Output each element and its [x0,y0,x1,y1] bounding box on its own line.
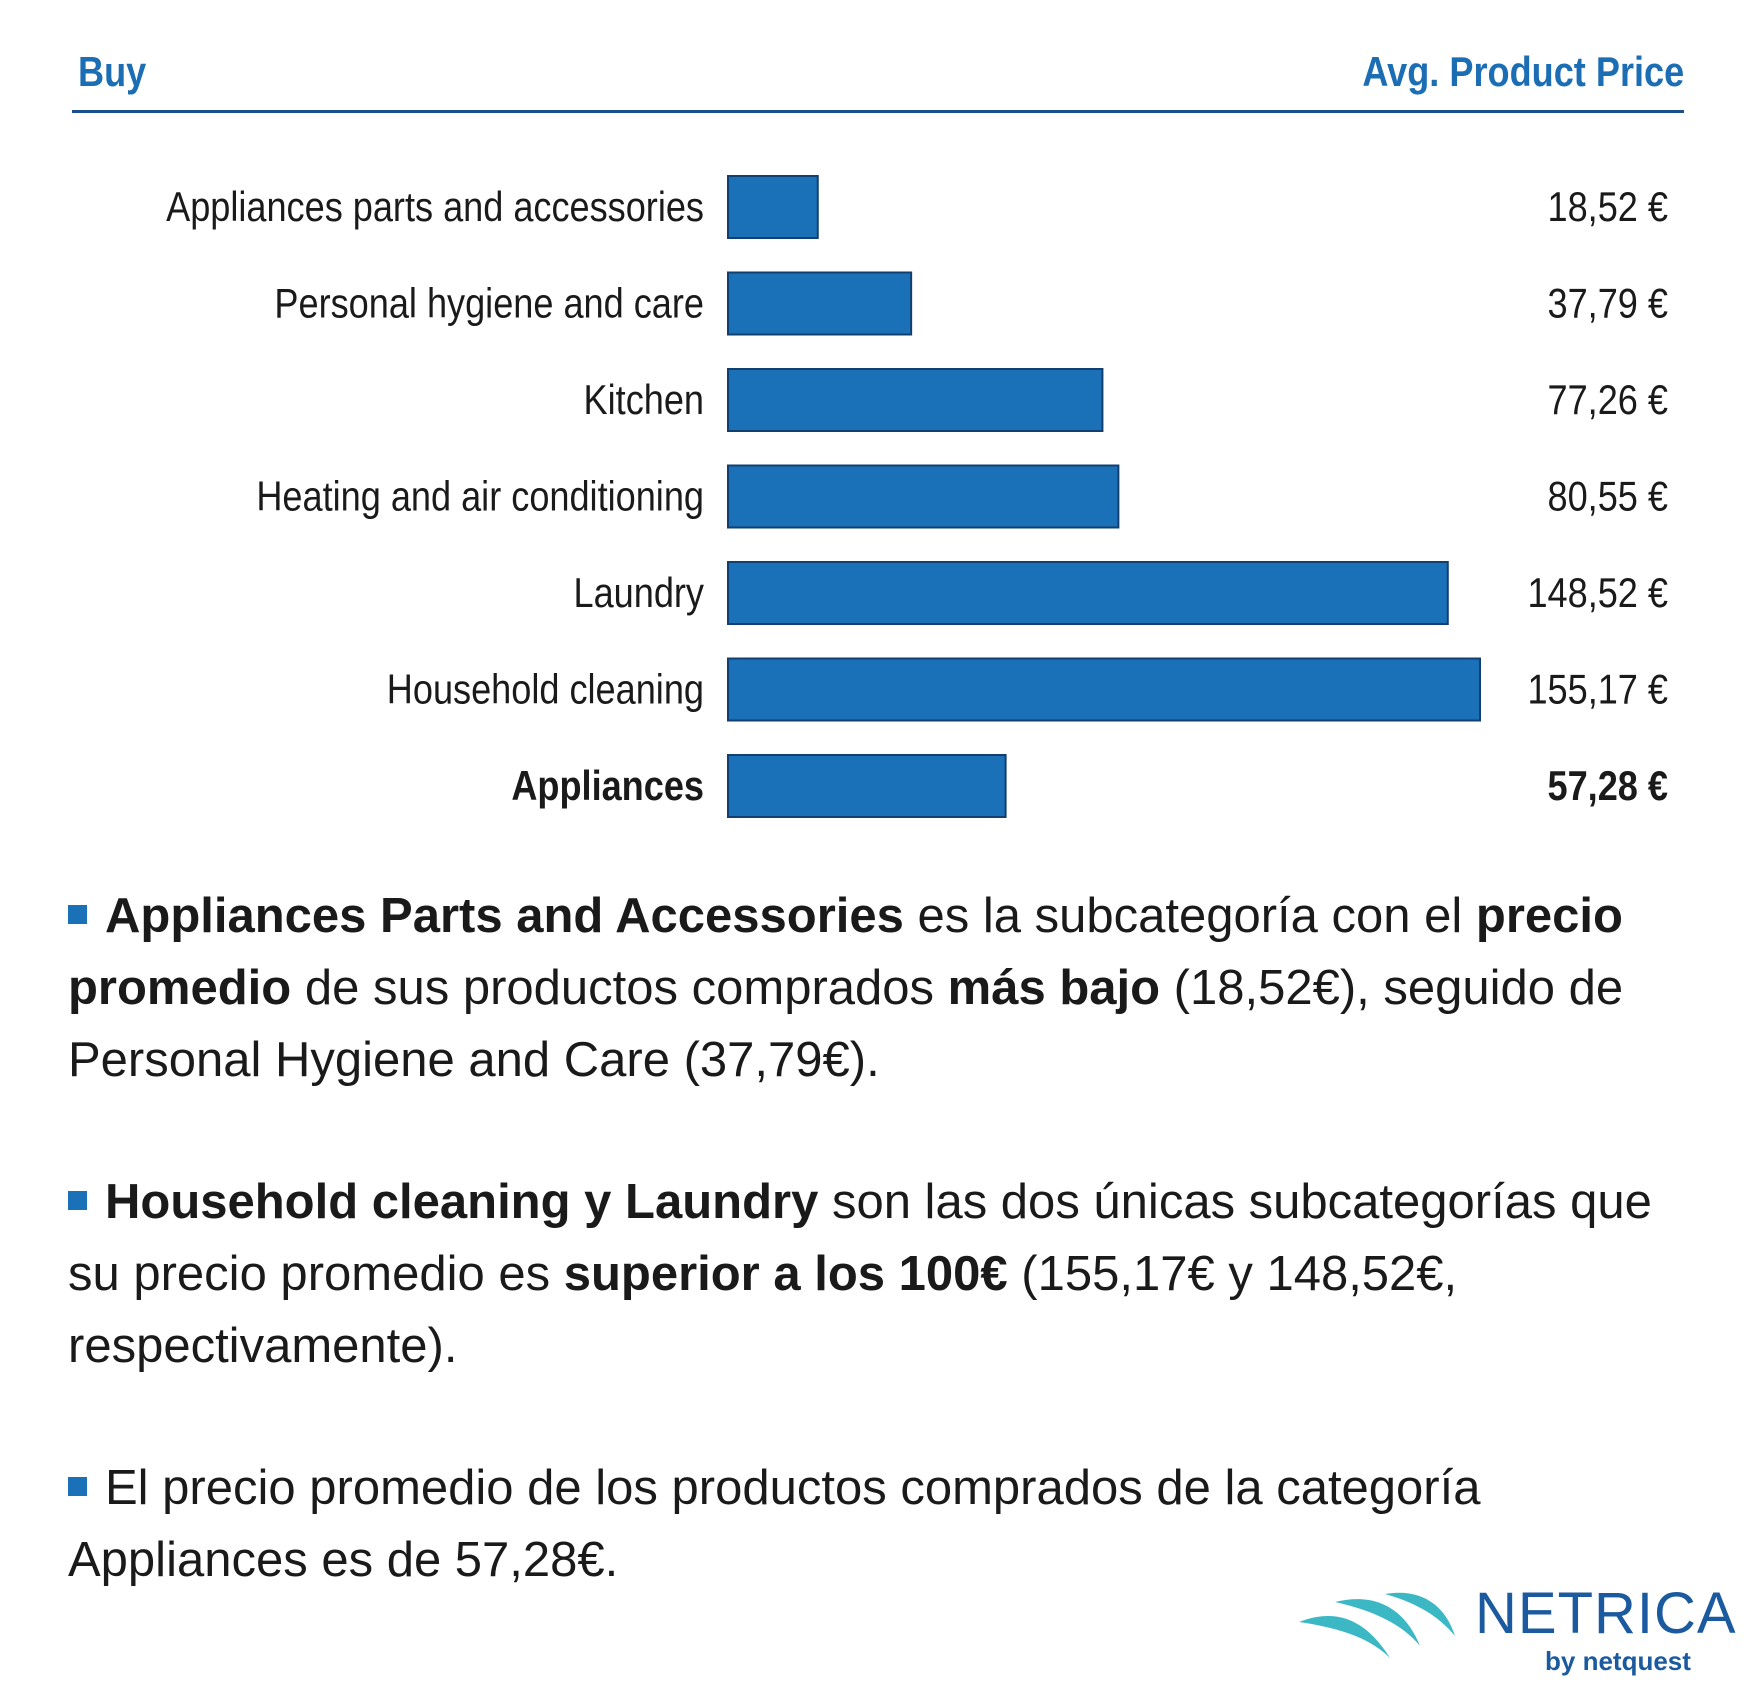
logo-tagline: by netquest [1545,1646,1691,1676]
note-text-run: Household cleaning y Laundry [105,1175,819,1229]
insight-notes [68,880,1708,1666]
note-text-run: (18,52€), seguido de Personal Hygiene and Care (37,79€). [68,961,1624,1087]
value-label-0: 18,52 € [1547,184,1668,231]
value-label-6: 57,28 € [1547,763,1668,810]
category-label-3: Heating and air conditioning [256,474,704,521]
note-1 [68,880,1708,1096]
bar-2 [728,369,1102,431]
note-3 [68,1452,1708,1596]
bar-0 [728,176,818,238]
note-text-run: Appliances Parts and Accessories [105,889,904,943]
value-label-3: 80,55 € [1547,474,1668,521]
header-right-label: Avg. Product Price [1362,48,1684,95]
note-text-run: (155,17€ y 148,52€, respectivamente). [68,1247,1458,1373]
logo-wordmark: NETRICA [1475,1581,1737,1646]
bar-1 [728,273,911,335]
value-label-4: 148,52 € [1527,570,1668,617]
bar-3 [728,466,1118,528]
note-text-run: de sus productos comprados [291,961,948,1015]
note-2 [68,1166,1708,1382]
avg-price-bar-chart [0,150,1760,840]
note-text-run: son las dos únicas subcategorías que su precio promedio es [68,1175,1652,1301]
bullet-square-icon [68,905,87,924]
category-label-2: Kitchen [583,377,704,424]
bar-5 [728,659,1480,721]
value-label-2: 77,26 € [1547,377,1668,424]
note-text-run: más bajo [947,961,1161,1015]
note-text-run: precio promedio [68,889,1623,1015]
category-label-4: Laundry [573,570,704,617]
chart-header [72,40,1684,113]
value-label-5: 155,17 € [1527,667,1668,714]
header-left-label: Buy [78,48,147,95]
bullet-square-icon [68,1191,87,1210]
category-label-5: Household cleaning [386,667,704,714]
bar-4 [728,562,1448,624]
bar-6 [728,755,1006,817]
category-label-1: Personal hygiene and care [274,281,704,328]
note-text-run: es la subcategoría con el [903,889,1476,943]
category-label-0: Appliances parts and accessories [166,184,704,231]
bullet-square-icon [68,1477,87,1496]
note-text-run: superior a los 100€ [563,1247,1008,1301]
note-text-run: El precio promedio de los productos comprados de la categoría Appliances es de 57,28€. [68,1461,1481,1587]
netrica-wave-icon [1295,1588,1465,1678]
category-label-6: Appliances [511,763,704,810]
netrica-logo [1295,1580,1737,1680]
value-label-1: 37,79 € [1547,281,1668,328]
